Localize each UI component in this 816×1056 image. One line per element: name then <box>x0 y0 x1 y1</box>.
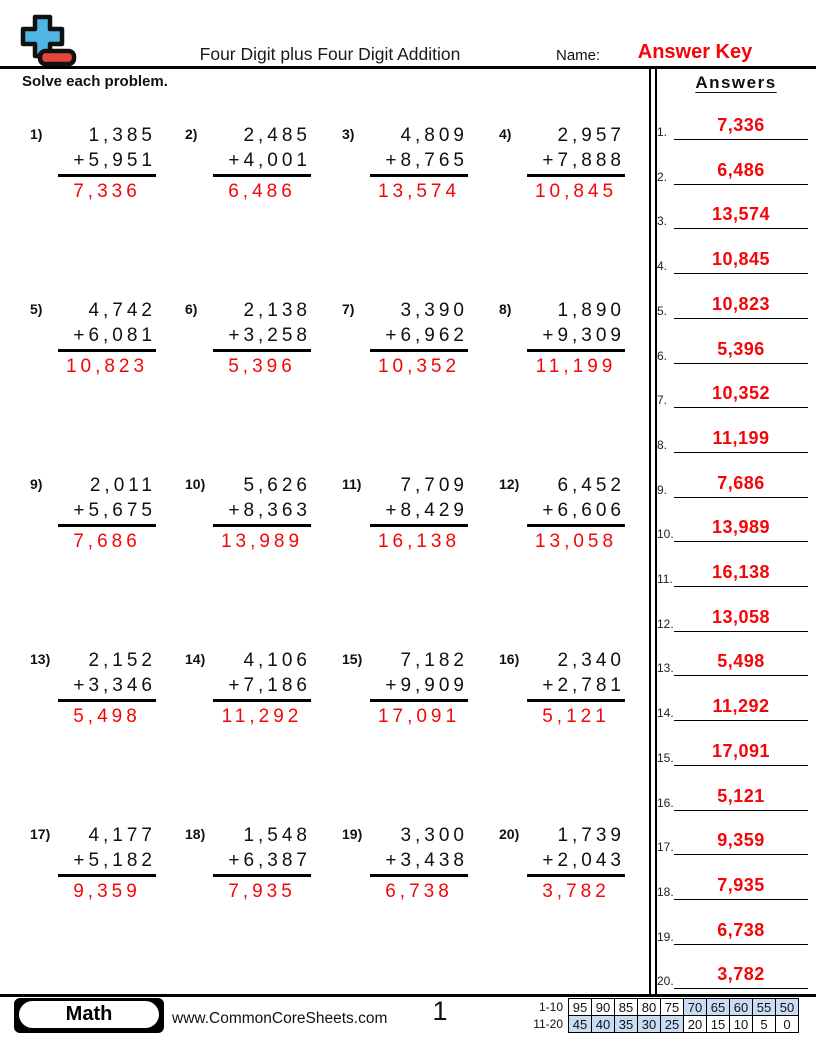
grade-cell: 60 <box>730 999 753 1016</box>
grade-cell: 70 <box>684 999 707 1016</box>
problem-answer: 6,486 <box>228 181 296 202</box>
addend-top: 4,742 <box>88 300 156 321</box>
problem-18 <box>185 823 317 911</box>
addend-bottom: +7,186 <box>213 673 311 702</box>
addend-top: 7,182 <box>400 650 468 671</box>
addend-bottom: +8,363 <box>213 498 311 527</box>
answer-number: 8. <box>657 438 668 452</box>
answer-row-9 <box>650 454 814 498</box>
header-divider <box>0 66 816 69</box>
addend-top: 2,957 <box>557 125 625 146</box>
answer-value: 10,352 <box>674 383 808 408</box>
addend-bottom: +5,675 <box>58 498 156 527</box>
addend-bottom: +2,043 <box>527 848 625 877</box>
problem-number: 3) <box>342 126 355 142</box>
answer-row-11 <box>650 543 814 587</box>
problem-number: 15) <box>342 651 363 667</box>
name-label: Name: <box>556 47 601 64</box>
answer-number: 9. <box>657 483 668 497</box>
problem-answer: 6,738 <box>385 881 453 902</box>
answer-row-3 <box>650 185 814 229</box>
answer-row-10 <box>650 498 814 542</box>
answer-row-13 <box>650 632 814 676</box>
problem-number: 13) <box>30 651 51 667</box>
answer-number: 2. <box>657 170 668 184</box>
addend-bottom: +6,387 <box>213 848 311 877</box>
addend-top: 1,890 <box>557 300 625 321</box>
grade-cell: 30 <box>638 1016 661 1033</box>
addend-top: 1,385 <box>88 125 156 146</box>
math-subject-badge <box>14 998 164 1033</box>
answer-value: 13,989 <box>674 517 808 542</box>
page-title: Four Digit plus Four Digit Addition <box>199 44 461 64</box>
problem-4 <box>499 123 631 211</box>
problem-10 <box>185 473 317 561</box>
website-url: www.CommonCoreSheets.com <box>172 1010 388 1027</box>
addend-top: 3,300 <box>400 825 468 846</box>
answer-number: 19. <box>657 930 674 944</box>
addend-top: 4,177 <box>88 825 156 846</box>
problem-number: 17) <box>30 826 51 842</box>
grade-cell: 75 <box>661 999 684 1016</box>
answer-value: 17,091 <box>674 741 808 766</box>
problem-number: 19) <box>342 826 363 842</box>
addend-bottom: +5,182 <box>58 848 156 877</box>
problem-number: 8) <box>499 301 512 317</box>
problem-answer: 11,199 <box>535 356 617 377</box>
grade-cell: 20 <box>684 1016 707 1033</box>
answer-number: 13. <box>657 661 674 675</box>
grade-cell: 80 <box>638 999 661 1016</box>
problem-answer: 13,989 <box>220 531 304 552</box>
answers-column-title: Answers <box>695 73 777 92</box>
addend-top: 5,626 <box>243 475 311 496</box>
grade-cell: 15 <box>707 1016 730 1033</box>
problem-number: 11) <box>342 476 362 492</box>
answer-row-2 <box>650 141 814 185</box>
problem-answer: 10,845 <box>534 181 618 202</box>
problem-19 <box>342 823 474 911</box>
addend-bottom: +7,888 <box>527 148 625 177</box>
problem-number: 16) <box>499 651 520 667</box>
addend-bottom: +6,606 <box>527 498 625 527</box>
grade-cell: 95 <box>569 999 592 1016</box>
addend-top: 4,809 <box>400 125 468 146</box>
problem-answer: 11,292 <box>221 706 303 727</box>
addend-top: 3,390 <box>400 300 468 321</box>
answer-row-20 <box>650 945 814 989</box>
problem-14 <box>185 648 317 736</box>
answer-value: 13,574 <box>674 204 808 229</box>
problem-number: 14) <box>185 651 206 667</box>
problem-answer: 5,121 <box>542 706 610 727</box>
answer-value: 9,359 <box>674 830 808 855</box>
problem-9 <box>30 473 162 561</box>
answer-number: 16. <box>657 796 674 810</box>
answer-number: 20. <box>657 974 674 988</box>
answer-value: 5,498 <box>674 651 808 676</box>
answer-number: 17. <box>657 840 674 854</box>
problem-17 <box>30 823 162 911</box>
problem-answer: 10,823 <box>65 356 149 377</box>
grade-cell: 5 <box>753 1016 776 1033</box>
problem-11 <box>342 473 474 561</box>
problem-number: 7) <box>342 301 355 317</box>
addend-top: 7,709 <box>400 475 468 496</box>
answer-value: 6,738 <box>674 920 808 945</box>
answer-value: 16,138 <box>674 562 808 587</box>
problem-answer: 13,058 <box>534 531 618 552</box>
problem-number: 1) <box>30 126 43 142</box>
answer-number: 6. <box>657 349 668 363</box>
problem-number: 12) <box>499 476 520 492</box>
problem-answer: 7,686 <box>73 531 141 552</box>
addend-bottom: +6,081 <box>58 323 156 352</box>
grade-cell: 65 <box>707 999 730 1016</box>
problem-answer: 5,396 <box>228 356 296 377</box>
answer-row-12 <box>650 588 814 632</box>
problem-8 <box>499 298 631 386</box>
answer-row-4 <box>650 230 814 274</box>
problem-answer: 7,336 <box>73 181 141 202</box>
answer-row-17 <box>650 811 814 855</box>
addend-top: 6,452 <box>557 475 625 496</box>
problem-12 <box>499 473 631 561</box>
plus-minus-logo-icon <box>16 12 82 70</box>
answer-number: 1. <box>657 125 668 139</box>
answer-row-19 <box>650 901 814 945</box>
answer-value: 5,121 <box>674 786 808 811</box>
problem-1 <box>30 123 162 211</box>
answer-row-18 <box>650 856 814 900</box>
grade-cell: 90 <box>592 999 615 1016</box>
answer-number: 11. <box>657 572 673 586</box>
name-value-answer-key: Answer Key <box>637 41 753 63</box>
problem-3 <box>342 123 474 211</box>
problem-2 <box>185 123 317 211</box>
answer-value: 7,686 <box>674 473 808 498</box>
addend-top: 4,106 <box>243 650 311 671</box>
problem-number: 20) <box>499 826 520 842</box>
answer-row-16 <box>650 767 814 811</box>
problem-answer: 5,498 <box>73 706 141 727</box>
answer-number: 7. <box>657 393 668 407</box>
grade-cell: 55 <box>753 999 776 1016</box>
answer-value: 13,058 <box>674 607 808 632</box>
addend-bottom: +9,909 <box>370 673 468 702</box>
answer-row-7 <box>650 364 814 408</box>
answer-value: 6,486 <box>674 160 808 185</box>
addend-top: 2,485 <box>243 125 311 146</box>
answer-row-15 <box>650 722 814 766</box>
grade-cell: 50 <box>776 999 799 1016</box>
problem-number: 10) <box>185 476 206 492</box>
problem-answer: 16,138 <box>377 531 461 552</box>
problem-7 <box>342 298 474 386</box>
answer-value: 10,845 <box>674 249 808 274</box>
addend-bottom: +3,438 <box>370 848 468 877</box>
problem-20 <box>499 823 631 911</box>
addend-top: 1,548 <box>243 825 311 846</box>
instruction-text: Solve each problem. <box>22 73 168 90</box>
grade-cell: 10 <box>730 1016 753 1033</box>
grade-row-label: 11-20 <box>533 1017 563 1031</box>
addend-bottom: +6,962 <box>370 323 468 352</box>
problem-16 <box>499 648 631 736</box>
grade-cell: 0 <box>776 1016 799 1033</box>
problem-number: 4) <box>499 126 512 142</box>
answer-row-14 <box>650 677 814 721</box>
grade-cell: 85 <box>615 999 638 1016</box>
problem-13 <box>30 648 162 736</box>
answer-row-1 <box>650 96 814 140</box>
grade-cell: 40 <box>592 1016 615 1033</box>
answer-row-8 <box>650 409 814 453</box>
answer-number: 4. <box>657 259 668 273</box>
addend-top: 2,011 <box>89 475 156 496</box>
addend-bottom: +9,309 <box>527 323 625 352</box>
answer-value: 7,935 <box>674 875 808 900</box>
answer-number: 12. <box>657 617 674 631</box>
answer-value: 7,336 <box>674 115 808 140</box>
answer-value: 11,199 <box>674 428 808 453</box>
subject-label: Math <box>19 1001 159 1028</box>
problem-answer: 9,359 <box>73 881 141 902</box>
answer-value: 5,396 <box>674 339 808 364</box>
grade-cell: 25 <box>661 1016 684 1033</box>
problem-answer: 17,091 <box>377 706 461 727</box>
answer-number: 10. <box>657 527 674 541</box>
addend-top: 2,138 <box>243 300 311 321</box>
addend-bottom: +4,001 <box>213 148 311 177</box>
grading-scale-table <box>531 998 799 1033</box>
answer-row-5 <box>650 275 814 319</box>
problem-6 <box>185 298 317 386</box>
problem-answer: 10,352 <box>377 356 461 377</box>
problem-number: 9) <box>30 476 43 492</box>
problem-number: 18) <box>185 826 206 842</box>
problem-number: 2) <box>185 126 198 142</box>
addend-top: 2,152 <box>88 650 156 671</box>
answer-number: 5. <box>657 304 668 318</box>
answer-number: 15. <box>657 751 674 765</box>
answer-number: 18. <box>657 885 674 899</box>
addend-top: 2,340 <box>557 650 625 671</box>
grade-cell: 45 <box>569 1016 592 1033</box>
answer-value: 3,782 <box>674 964 808 989</box>
problem-number: 5) <box>30 301 43 317</box>
problem-number: 6) <box>185 301 198 317</box>
addend-bottom: +5,951 <box>58 148 156 177</box>
problem-answer: 7,935 <box>228 881 296 902</box>
problem-15 <box>342 648 474 736</box>
grade-cell: 35 <box>615 1016 638 1033</box>
problem-answer: 3,782 <box>542 881 610 902</box>
addend-bottom: +8,429 <box>370 498 468 527</box>
answer-value: 11,292 <box>674 696 808 721</box>
addend-bottom: +8,765 <box>370 148 468 177</box>
grade-row-label: 1-10 <box>538 1000 563 1014</box>
addend-bottom: +3,346 <box>58 673 156 702</box>
page-number: 1 <box>432 996 448 1026</box>
addend-top: 1,739 <box>557 825 625 846</box>
addend-bottom: +2,781 <box>527 673 625 702</box>
answer-number: 3. <box>657 214 668 228</box>
answer-number: 14. <box>657 706 674 720</box>
problem-5 <box>30 298 162 386</box>
problem-answer: 13,574 <box>377 181 461 202</box>
answer-row-6 <box>650 320 814 364</box>
answer-value: 10,823 <box>674 294 808 319</box>
addend-bottom: +3,258 <box>213 323 311 352</box>
